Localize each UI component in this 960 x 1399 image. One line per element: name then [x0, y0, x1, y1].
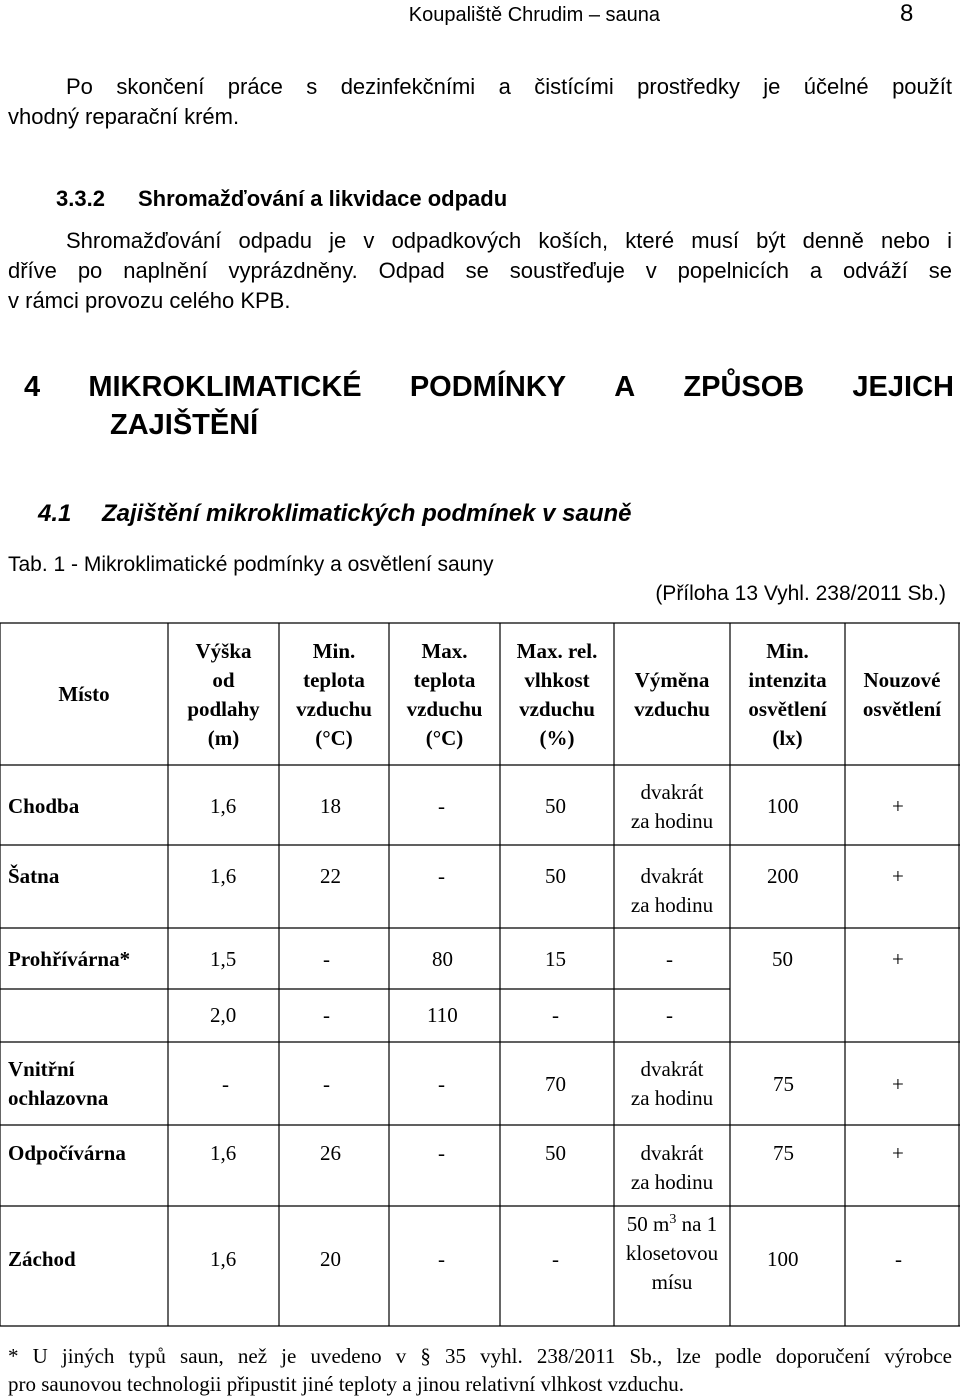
header-text: teplota — [413, 668, 476, 692]
row-prohrivarna-min: - — [323, 947, 330, 971]
row-zachod-min: 20 — [320, 1247, 341, 1271]
waste-line-2: dříve po naplnění vyprázdněny. Odpad se soustřeďuje v popelnicích a odváží se — [8, 258, 952, 283]
row-odpocivarna-vlhkost: 50 — [545, 1141, 566, 1165]
footnote-text: 35 vyhl. 238/2011 Sb., lze podle doporučení výrobce — [430, 1344, 952, 1368]
header-text: od — [212, 668, 235, 692]
cell-text: ochlazovna — [8, 1086, 109, 1110]
row-prohrivarna-lux: 50 — [772, 947, 793, 971]
header-text: vzduchu — [634, 697, 710, 721]
header-text: vzduchu — [519, 697, 595, 721]
row-chodba-vlhkost: 50 — [545, 794, 566, 818]
cell-text: za hodinu — [630, 1170, 714, 1194]
cell-text: na 1 — [676, 1212, 718, 1236]
header-text: Nouzové — [863, 668, 941, 692]
row-odpocivarna-vyska: 1,6 — [210, 1141, 237, 1165]
row-prohrivarna-nouzove: + — [892, 947, 904, 971]
superscript: 3 — [669, 1212, 677, 1227]
cell-text: dvakrát — [640, 780, 704, 804]
footnote-text: * U jiných typů saun, než je uvedeno v — [8, 1344, 421, 1368]
cell-text: za hodinu — [630, 809, 714, 833]
row-prohrivarna-vyska: 1,5 — [210, 947, 237, 971]
row-ochlazovna-min: - — [323, 1072, 330, 1096]
cell-text: Vnitřní — [8, 1057, 75, 1081]
row-chodba-name: Chodba — [8, 794, 80, 818]
header-vyska — [168, 637, 279, 753]
row-satna-name: Šatna — [8, 864, 60, 888]
cell-text — [614, 1210, 730, 1239]
row-prohrivarna-name: Prohřívárna* — [8, 947, 131, 971]
row-chodba-vymena — [614, 778, 730, 836]
row-chodba-nouzove: + — [892, 794, 904, 818]
intro-line-2: vhodný reparační krém. — [8, 104, 240, 129]
section-title: Shromažďování a likvidace odpadu — [138, 186, 508, 211]
chapter-word: MIKROKLIMATICKÉ — [88, 371, 362, 403]
cell-text: za hodinu — [630, 1086, 714, 1110]
header-text: intenzita — [748, 668, 827, 692]
footnote-line-2: pro saunovou technologii připustit jiné teploty a jinou relativní vlhkost vzduchu. — [8, 1372, 684, 1396]
header-text: Min. — [766, 639, 809, 663]
header-text: (lx) — [772, 726, 803, 750]
row-zachod-vlhkost: - — [552, 1247, 559, 1271]
chapter-word: A — [614, 371, 636, 403]
chapter-word: PODMÍNKY — [409, 371, 567, 403]
row-satna-vyska: 1,6 — [210, 864, 237, 888]
row-satna-vlhkost: 50 — [545, 864, 566, 888]
header-misto: Místo — [58, 682, 110, 706]
row-prohrivarna2-vyska: 2,0 — [210, 1003, 237, 1027]
cell-text: dvakrát — [640, 1141, 704, 1165]
row-odpocivarna-nouzove: + — [892, 1141, 904, 1165]
row-prohrivarna2-max: 110 — [427, 1003, 458, 1027]
chapter-number: 4 — [24, 371, 41, 403]
header-vlhkost — [500, 637, 614, 753]
header-text: osvětlení — [862, 697, 942, 721]
row-chodba-vyska: 1,6 — [210, 794, 237, 818]
chapter-word: JEJICH — [852, 371, 954, 403]
row-zachod-nouzove: - — [895, 1247, 902, 1271]
row-chodba-lux: 100 — [767, 794, 799, 818]
row-ochlazovna-vymena — [614, 1055, 730, 1113]
row-prohrivarna2-min: - — [323, 1003, 330, 1027]
header-text: osvětlení — [748, 697, 827, 721]
header-text: vzduchu — [406, 697, 483, 721]
row-chodba-max: - — [438, 794, 445, 818]
cell-text: dvakrát — [640, 1057, 704, 1081]
table-source: (Příloha 13 Vyhl. 238/2011 Sb.) — [655, 582, 946, 605]
row-prohrivarna-max: 80 — [432, 947, 453, 971]
page-number: 8 — [900, 0, 914, 27]
row-odpocivarna-name: Odpočívárna — [8, 1141, 126, 1165]
row-prohrivarna2-vlhkost: - — [552, 1003, 559, 1027]
section-symbol: § — [420, 1344, 431, 1368]
header-text: Min. — [312, 639, 356, 663]
header-text: Max. — [421, 639, 468, 663]
header-text: Výměna — [634, 668, 710, 692]
cell-text: klosetovou — [625, 1241, 719, 1265]
row-zachod-name: Záchod — [8, 1247, 76, 1271]
row-ochlazovna-lux: 75 — [773, 1072, 794, 1096]
header-vymena — [614, 666, 730, 724]
waste-line-1: Shromažďování odpadu je v odpadkových koších, které musí být denně nebo i — [66, 228, 952, 253]
chapter-word: ZPŮSOB — [683, 371, 805, 403]
header-text: vzduchu — [296, 697, 372, 721]
row-satna-nouzove: + — [892, 864, 904, 888]
cell-text: za hodinu — [630, 893, 714, 917]
header-text: Výška — [195, 639, 252, 663]
row-ochlazovna-max: - — [438, 1072, 445, 1096]
cell-text: 50 m — [626, 1212, 670, 1236]
intro-line-1: Po skončení práce s dezinfekčními a čistícími prostředky je účelné použít — [66, 74, 952, 99]
footnote-line-1 — [8, 1341, 952, 1371]
subsection-title: Zajištění mikroklimatických podmínek v sauně — [102, 500, 632, 527]
table-caption: Tab. 1 - Mikroklimatické podmínky a osvětlení sauny — [8, 553, 494, 576]
header-max-teplota — [389, 637, 500, 753]
row-zachod-lux: 100 — [767, 1247, 799, 1271]
row-satna-lux: 200 — [767, 864, 799, 888]
row-satna-max: - — [438, 864, 445, 888]
row-zachod-max: - — [438, 1247, 445, 1271]
row-odpocivarna-min: 26 — [320, 1141, 341, 1165]
header-text: (°C) — [425, 726, 464, 750]
header-text: (%) — [539, 726, 575, 750]
header-title: Koupaliště Chrudim – sauna — [408, 4, 660, 26]
row-ochlazovna-vyska: - — [222, 1072, 229, 1096]
section-number: 3.3.2 — [56, 186, 105, 211]
header-text: Max. rel. — [516, 639, 598, 663]
row-ochlazovna-vlhkost: 70 — [545, 1072, 566, 1096]
waste-line-3: v rámci provozu celého KPB. — [8, 288, 291, 313]
row-odpocivarna-max: - — [438, 1141, 445, 1165]
row-odpocivarna-lux: 75 — [773, 1141, 794, 1165]
row-odpocivarna-vymena — [614, 1139, 730, 1197]
cell-text: dvakrát — [640, 864, 704, 888]
subsection-number: 4.1 — [38, 500, 72, 527]
header-min-teplota — [279, 637, 389, 753]
header-intenzita — [730, 637, 845, 753]
header-text: (m) — [207, 726, 240, 750]
chapter-title-line-2: ZAJIŠTĚNÍ — [110, 409, 259, 441]
row-prohrivarna-vymena: - — [666, 947, 673, 971]
row-prohrivarna-vlhkost: 15 — [545, 947, 566, 971]
row-satna-vymena — [614, 862, 730, 920]
row-zachod-vymena — [614, 1210, 730, 1297]
row-ochlazovna-nouzove: + — [892, 1072, 904, 1096]
header-text: vlhkost — [524, 668, 590, 692]
header-text: teplota — [303, 668, 365, 692]
row-prohrivarna2-vymena: - — [666, 1003, 673, 1027]
row-ochlazovna-name — [8, 1055, 108, 1113]
row-zachod-vyska: 1,6 — [210, 1247, 237, 1271]
header-text: (°C) — [315, 726, 353, 750]
row-satna-min: 22 — [320, 864, 341, 888]
row-chodba-min: 18 — [320, 794, 341, 818]
header-text: podlahy — [187, 697, 260, 721]
cell-text: mísu — [651, 1270, 693, 1294]
header-nouzove — [845, 666, 959, 724]
